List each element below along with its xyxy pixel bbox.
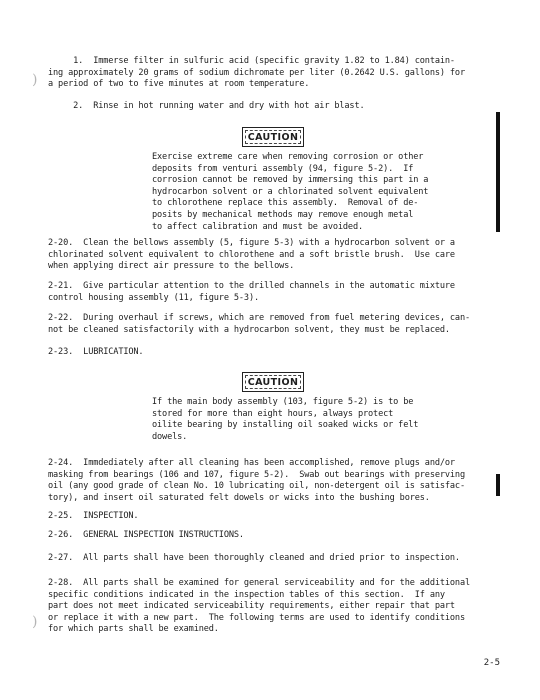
caution-box <box>242 372 304 392</box>
caution-text: Exercise extreme care when removing corrosion or other deposits from venturi assembly (94, figure 5-2). If corrosion cannot be removed by immersing this part in a hydrocarbon solvent or a chlorinated solvent equivalent to chlorothene replace this assembly. Removal of de- posits by mechanical methods may remove enough metal to affect calibration and must be avoided. <box>152 152 429 232</box>
change-bar <box>496 112 500 232</box>
heading-2-26: 2-26. GENERAL INSPECTION INSTRUCTIONS. <box>48 530 244 540</box>
caution-box <box>242 127 304 147</box>
heading-2-25: 2-25. INSPECTION. <box>48 511 139 521</box>
step-2-paragraph: 2. Rinse in hot running water and dry with hot air blast. <box>48 101 365 111</box>
change-bar <box>496 474 500 496</box>
heading-2-23: 2-23. LUBRICATION. <box>48 347 144 357</box>
paragraph-2-22: 2-22. During overhaul if screws, which are removed from fuel metering devices, can- not be cleaned satisfactorily with a hydrocarbon solvent, they must be replaced. <box>48 313 471 335</box>
scan-mark: ) <box>32 614 38 630</box>
page-number: 2-5 <box>483 658 500 668</box>
paragraph-2-27: 2-27. All parts shall have been thoroughly cleaned and dried prior to inspection. <box>48 553 460 563</box>
caution-label: CAUTION <box>247 131 299 143</box>
paragraph-2-21: 2-21. Give particular attention to the drilled channels in the automatic mixture control housing assembly (11, figure 5-3). <box>48 281 455 303</box>
caution-label: CAUTION <box>247 376 299 388</box>
caution-text: If the main body assembly (103, figure 5-2) is to be stored for more than eight hours, always protect oilite bearing by installing oil soaked wicks or felt dowels. <box>152 397 419 442</box>
scan-mark: ) <box>32 72 38 88</box>
step-1-paragraph: 1. Immerse filter in sulfuric acid (specific gravity 1.82 to 1.84) contain- ing approximately 20 grams of sodium dichromate per liter (0.2642 U.S. gallons) for a period of two to five minutes at room temperature. <box>48 56 465 90</box>
paragraph-2-28: 2-28. All parts shall be examined for general serviceability and for the additional specific conditions indicated in the inspection tables of this section. If any part does not meet indicated serviceability requirements, either repair that part or replace it with a new part. The following terms are used to identify conditions for which parts shall be examined. <box>48 578 471 635</box>
paragraph-2-24: 2-24. Immdediately after all cleaning has been accomplished, remove plugs and/or masking from bearings (106 and 107, figure 5-2). Swab out bearings with preserving oil (any good grade of clean No. 10 lubricating oil, non-detergent oil is satisfac- tory), and insert oil saturated felt dowels or wicks into the bushing bores. <box>48 458 465 503</box>
paragraph-2-20: 2-20. Clean the bellows assembly (5, figure 5-3) with a hydrocarbon solvent or a chlorinated solvent equivalent to chlorothene and a soft bristle brush. Use care when applying direct air pressure to the bellows. <box>48 238 455 272</box>
